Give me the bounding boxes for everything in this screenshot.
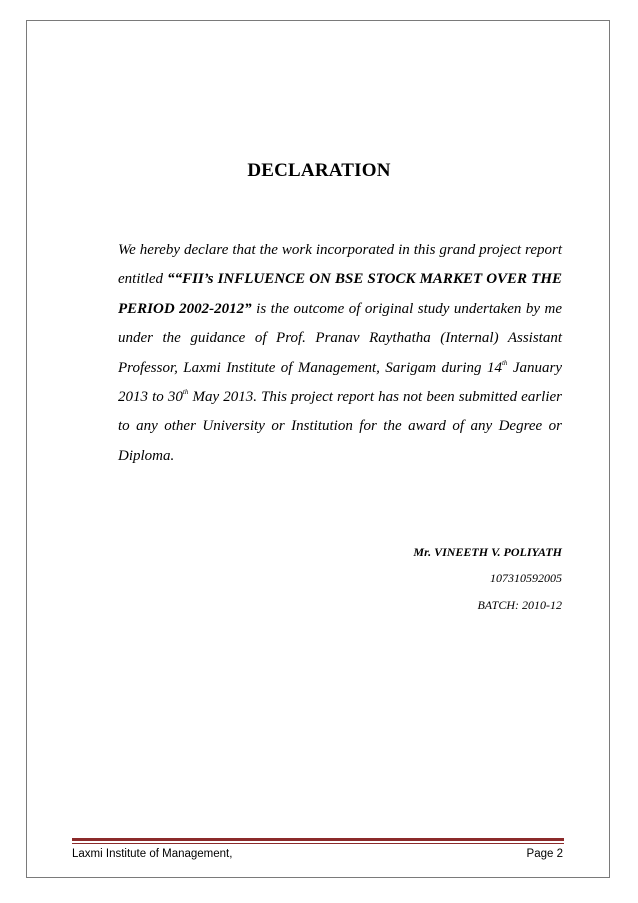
declaration-middle: is the outcome of original study undertaken by me under the guidance of Prof. Pranav Raythatha (Internal) Assistant Professor, Laxmi Institute of Management, Sarigam during 14 — [118, 300, 563, 376]
batch-label: BATCH: 2010-12 — [477, 598, 562, 612]
footer-rule-thin — [72, 843, 564, 844]
footer-rule-thick — [72, 838, 564, 841]
signatory-name: Mr. VINEETH V. POLIYATH — [413, 545, 562, 559]
enrollment-number: 107310592005 — [490, 571, 562, 585]
ordinal-suffix-start: th — [501, 358, 508, 367]
page-title: DECLARATION — [247, 160, 391, 181]
declaration-paragraph — [118, 236, 562, 471]
quote-open: “ — [167, 271, 175, 288]
declaration-intro: We hereby declare that the work incorporated in this grand project report entitled — [118, 242, 562, 288]
declaration-middle-2: January 2013 to 30 — [118, 359, 563, 406]
project-title: “FII’s INFLUENCE ON BSE STOCK MARKET OVER THE PERIOD 2002-2012” — [118, 271, 562, 317]
declaration-ending: May 2013. This project report has not been submitted earlier to any other University or Institution for the award of any Degree or Diploma. — [118, 389, 562, 464]
footer-page-number: Page 2 — [526, 848, 563, 860]
ordinal-suffix-end: th — [182, 388, 189, 397]
footer-institute: Laxmi Institute of Management, — [72, 848, 233, 860]
